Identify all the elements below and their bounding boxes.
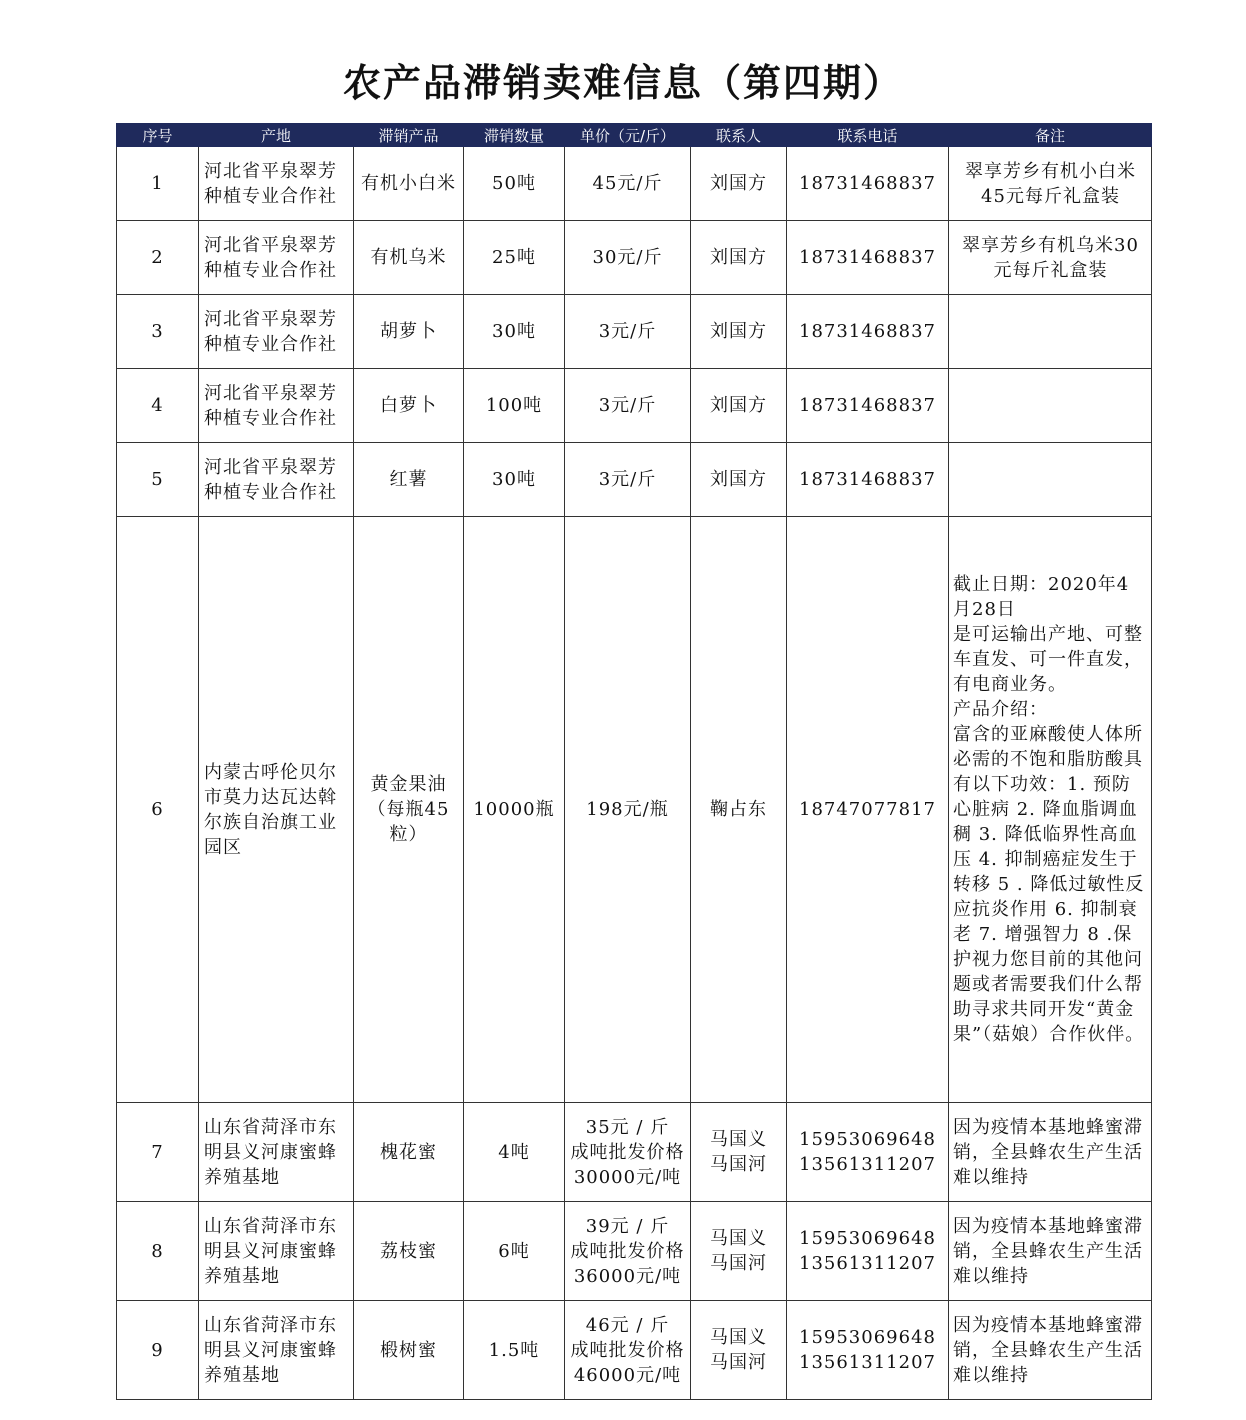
cell-qty: 6吨 — [464, 1202, 565, 1301]
cell-no: 7 — [117, 1103, 199, 1202]
cell-price: 45元/斤 — [565, 147, 691, 221]
table-row — [117, 369, 1152, 443]
header-qty: 滞销数量 — [464, 124, 565, 147]
cell-phone: 18731468837 — [787, 369, 949, 443]
header-contact: 联系人 — [691, 124, 787, 147]
cell-origin: 山东省菏泽市东明县义河康蜜蜂养殖基地 — [199, 1301, 354, 1400]
cell-origin: 河北省平泉翠芳种植专业合作社 — [199, 443, 354, 517]
cell-product: 有机乌米 — [354, 221, 464, 295]
cell-phone: 18731468837 — [787, 443, 949, 517]
cell-origin: 山东省菏泽市东明县义河康蜜蜂养殖基地 — [199, 1202, 354, 1301]
cell-price: 39元 / 斤 成吨批发价格36000元/吨 — [565, 1202, 691, 1301]
cell-qty: 10000瓶 — [464, 517, 565, 1103]
header-no: 序号 — [117, 124, 199, 147]
cell-product: 槐花蜜 — [354, 1103, 464, 1202]
cell-product: 胡萝卜 — [354, 295, 464, 369]
cell-no: 3 — [117, 295, 199, 369]
cell-phone: 15953069648 13561311207 — [787, 1202, 949, 1301]
cell-qty: 30吨 — [464, 443, 565, 517]
cell-no: 2 — [117, 221, 199, 295]
cell-qty: 4吨 — [464, 1103, 565, 1202]
cell-origin: 河北省平泉翠芳种植专业合作社 — [199, 221, 354, 295]
cell-phone: 15953069648 13561311207 — [787, 1301, 949, 1400]
header-phone: 联系电话 — [787, 124, 949, 147]
table-row — [117, 295, 1152, 369]
cell-contact: 刘国方 — [691, 369, 787, 443]
cell-no: 1 — [117, 147, 199, 221]
cell-origin: 内蒙古呼伦贝尔市莫力达瓦达斡尔族自治旗工业园区 — [199, 517, 354, 1103]
cell-origin: 河北省平泉翠芳种植专业合作社 — [199, 147, 354, 221]
table-row — [117, 1202, 1152, 1301]
cell-price: 30元/斤 — [565, 221, 691, 295]
cell-no: 9 — [117, 1301, 199, 1400]
table-row — [117, 443, 1152, 517]
cell-note: 截止日期：2020年4月28日 是可运输出产地、可整车直发、可一件直发，有电商业务。 产品介绍： 富含的亚麻酸使人体所必需的不饱和脂肪酸具有以下功效：1. 预防心脏病 2. 降血脂调血稠 3. 降低临界性高血压 4. 抑制癌症发生于转移 5 . 降低过敏性反应抗炎作用 6. 抑制衰老 7. 增强智力 8 .保护视力您目前的其他问题或者需要我们什么帮助寻求共同开发“黄金果”（菇娘）合作伙伴。 — [949, 517, 1152, 1103]
cell-product: 红薯 — [354, 443, 464, 517]
cell-no: 6 — [117, 517, 199, 1103]
cell-contact: 刘国方 — [691, 221, 787, 295]
header-note: 备注 — [949, 124, 1152, 147]
cell-qty: 25吨 — [464, 221, 565, 295]
cell-note: 因为疫情本基地蜂蜜滞销，全县蜂农生产生活难以维持 — [949, 1202, 1152, 1301]
cell-price: 35元 / 斤 成吨批发价格30000元/吨 — [565, 1103, 691, 1202]
table-header-row — [117, 124, 1152, 147]
cell-product: 白萝卜 — [354, 369, 464, 443]
cell-note — [949, 443, 1152, 517]
cell-price: 3元/斤 — [565, 443, 691, 517]
cell-contact: 马国义 马国河 — [691, 1202, 787, 1301]
header-product: 滞销产品 — [354, 124, 464, 147]
cell-qty: 30吨 — [464, 295, 565, 369]
cell-no: 8 — [117, 1202, 199, 1301]
cell-phone: 18731468837 — [787, 295, 949, 369]
cell-contact: 马国义 马国河 — [691, 1301, 787, 1400]
table-row — [117, 147, 1152, 221]
cell-origin: 河北省平泉翠芳种植专业合作社 — [199, 369, 354, 443]
page-title: 农产品滞销卖难信息（第四期） — [342, 61, 903, 105]
header-price: 单价（元/斤） — [565, 124, 691, 147]
cell-no: 4 — [117, 369, 199, 443]
cell-contact: 马国义 马国河 — [691, 1103, 787, 1202]
header-origin: 产地 — [199, 124, 354, 147]
cell-price: 3元/斤 — [565, 295, 691, 369]
cell-no: 5 — [117, 443, 199, 517]
cell-product: 有机小白米 — [354, 147, 464, 221]
cell-contact: 刘国方 — [691, 295, 787, 369]
cell-note — [949, 369, 1152, 443]
cell-qty: 1.5吨 — [464, 1301, 565, 1400]
cell-product: 椴树蜜 — [354, 1301, 464, 1400]
cell-product: 荔枝蜜 — [354, 1202, 464, 1301]
cell-contact: 刘国方 — [691, 443, 787, 517]
cell-origin: 河北省平泉翠芳种植专业合作社 — [199, 295, 354, 369]
cell-phone: 18731468837 — [787, 147, 949, 221]
cell-contact: 鞠占东 — [691, 517, 787, 1103]
cell-note — [949, 295, 1152, 369]
cell-qty: 100吨 — [464, 369, 565, 443]
product-table — [116, 123, 1152, 1400]
cell-price: 46元 / 斤 成吨批发价格46000元/吨 — [565, 1301, 691, 1400]
cell-phone: 15953069648 13561311207 — [787, 1103, 949, 1202]
cell-phone: 18747077817 — [787, 517, 949, 1103]
cell-price: 198元/瓶 — [565, 517, 691, 1103]
cell-qty: 50吨 — [464, 147, 565, 221]
cell-origin: 山东省菏泽市东明县义河康蜜蜂养殖基地 — [199, 1103, 354, 1202]
table-row — [117, 1301, 1152, 1400]
cell-note: 因为疫情本基地蜂蜜滞销，全县蜂农生产生活难以维持 — [949, 1301, 1152, 1400]
cell-note: 翠享芳乡有机乌米30元每斤礼盒装 — [949, 221, 1152, 295]
table-row — [117, 221, 1152, 295]
cell-contact: 刘国方 — [691, 147, 787, 221]
table-row — [117, 517, 1152, 1103]
cell-product: 黄金果油（每瓶45粒） — [354, 517, 464, 1103]
table-row — [117, 1103, 1152, 1202]
cell-phone: 18731468837 — [787, 221, 949, 295]
cell-note: 因为疫情本基地蜂蜜滞销，全县蜂农生产生活难以维持 — [949, 1103, 1152, 1202]
cell-note: 翠享芳乡有机小白米45元每斤礼盒装 — [949, 147, 1152, 221]
cell-price: 3元/斤 — [565, 369, 691, 443]
